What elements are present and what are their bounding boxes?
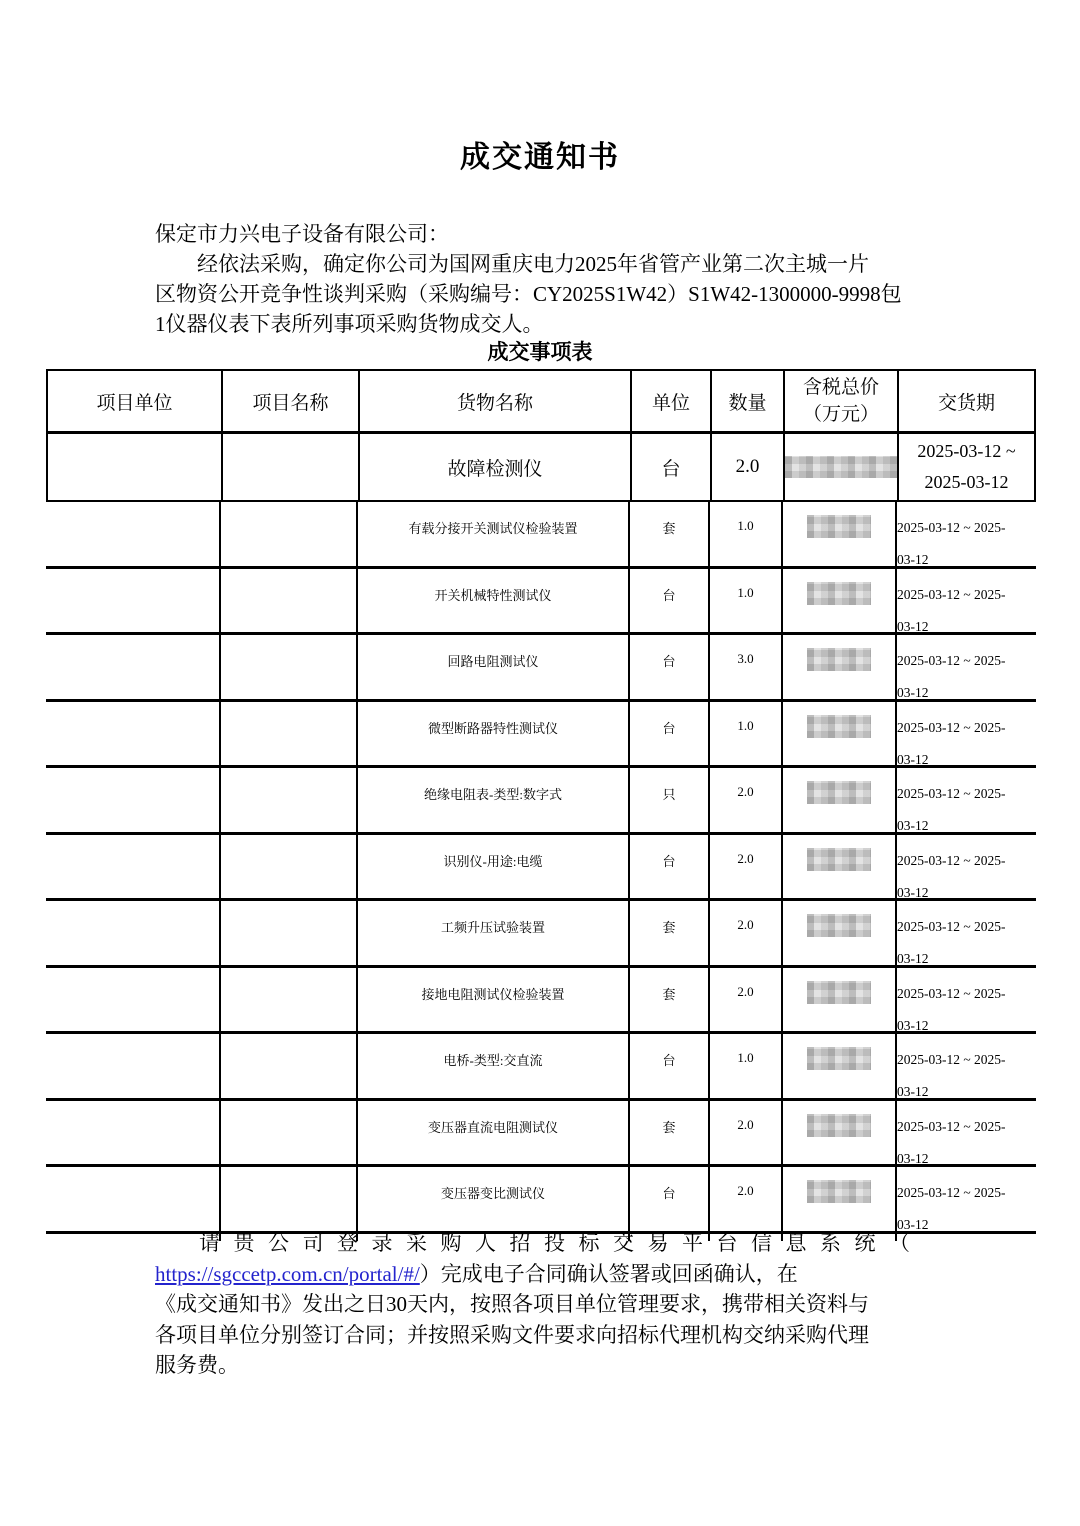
body-line: 经依法采购，确定你公司为国网重庆电力2025年省管产业第二次主城一片: [197, 252, 869, 276]
footer-line: 《成交通知书》发出之日30天内，按照各项目单位管理要求，携带相关资料与: [155, 1292, 869, 1316]
cell-project-name: [219, 569, 356, 643]
cell-unit: 台: [628, 1167, 708, 1241]
delivery-line: 03-12: [897, 818, 929, 833]
cell-unit: 台: [628, 835, 708, 909]
cell-qty: 3.0: [708, 635, 781, 709]
cell-goods-name: 回路电阻测试仪: [356, 635, 628, 709]
redacted-price-block: [807, 981, 871, 1004]
delivery-line: 03-12: [897, 1150, 929, 1166]
redacted-price-block: [807, 648, 871, 671]
footer-line: 服务费。: [155, 1353, 239, 1377]
cell-unit: 台: [628, 569, 708, 643]
redacted-price-block: [807, 848, 871, 871]
cell-qty: 2.0: [710, 434, 783, 500]
cell-goods-name: 微型断路器特性测试仪: [356, 702, 628, 776]
cell-price: [781, 768, 895, 842]
table-row: [46, 1034, 1036, 1101]
delivery-line: 2025-03-12 ~ 2025-: [897, 520, 1006, 535]
cell-project-org: [46, 968, 219, 1042]
cell-project-org: [48, 434, 221, 500]
header-unit: 单位: [630, 371, 710, 431]
table-row: [46, 635, 1036, 702]
cell-goods-name: 故障检测仪: [358, 434, 630, 500]
delivery-line: 03-12: [897, 1017, 929, 1033]
cell-price: [783, 434, 897, 500]
cell-goods-name: 识别仪-用途:电缆: [356, 835, 628, 909]
cell-project-name: [219, 768, 356, 842]
cell-price: [781, 502, 895, 576]
delivery-line: 2025-03-12 ~ 2025-: [897, 586, 1006, 602]
cell-unit: 台: [628, 635, 708, 709]
redacted-price-block: [807, 715, 871, 738]
header-goods-name: 货物名称: [358, 371, 630, 431]
redacted-price-block: [807, 1180, 871, 1203]
cell-unit: 只: [628, 768, 708, 842]
delivery-line: 03-12: [897, 751, 929, 767]
intro-paragraph: [155, 219, 940, 339]
cell-delivery: [895, 702, 1036, 776]
footer-line: [155, 1259, 945, 1290]
delivery-line: 2025-03-12 ~ 2025-: [897, 985, 1006, 1001]
footer-line-after-link: ）完成电子合同确认签署或回函确认，在: [419, 1261, 798, 1286]
cell-qty: 2.0: [708, 768, 781, 842]
redacted-price-block: [785, 456, 897, 478]
delivery-line: 03-12: [897, 685, 929, 700]
cell-qty: 1.0: [708, 502, 781, 576]
cell-price: [781, 1034, 895, 1108]
cell-delivery: [895, 835, 1036, 909]
cell-project-org: [46, 1034, 219, 1108]
cell-unit: 套: [628, 502, 708, 576]
cell-delivery: [895, 635, 1036, 709]
delivery-line: 03-12: [897, 884, 929, 900]
header-price-line1: 含税总价: [802, 377, 879, 398]
footer-line: 请贵公司登录采购人招投标交易平台信息系统（: [199, 1231, 924, 1255]
cell-unit: 台: [630, 434, 710, 500]
cell-price: [781, 968, 895, 1042]
table-title: 成交事项表: [487, 340, 593, 364]
header-price: [783, 371, 897, 431]
cell-goods-name: 开关机械特性测试仪: [356, 569, 628, 643]
deal-items-table: [46, 369, 1036, 1234]
cell-qty: 2.0: [708, 1167, 781, 1241]
cell-goods-name: 有载分接开关测试仪检验装置: [356, 502, 628, 576]
delivery-line: 2025-03-12: [924, 472, 1009, 492]
table-row: [46, 502, 1036, 569]
redacted-price-block: [807, 914, 871, 937]
recipient-line: 保定市力兴电子设备有限公司：: [155, 222, 449, 246]
table-row: [46, 1101, 1036, 1168]
table-head-block: [46, 369, 1036, 502]
cell-delivery: [895, 1101, 1036, 1175]
table-row: [46, 569, 1036, 636]
redacted-price-block: [807, 1047, 871, 1070]
header-price-line2: （万元）: [802, 404, 879, 425]
cell-delivery: [895, 1034, 1036, 1108]
cell-project-name: [219, 502, 356, 576]
cell-project-org: [46, 835, 219, 909]
cell-goods-name: 绝缘电阻表-类型:数字式: [356, 768, 628, 842]
delivery-line: 03-12: [897, 1217, 929, 1232]
cell-unit: 套: [628, 1101, 708, 1175]
delivery-line: 03-12: [897, 552, 929, 567]
cell-qty: 1.0: [708, 1034, 781, 1108]
table-row: [46, 702, 1036, 769]
portal-link[interactable]: https://sgccetp.com.cn/portal/#/: [155, 1261, 420, 1286]
cell-qty: 2.0: [708, 901, 781, 975]
cell-project-org: [46, 1101, 219, 1175]
delivery-line: 2025-03-12 ~: [917, 441, 1016, 461]
table-header-row: [48, 371, 1034, 434]
cell-qty: 1.0: [708, 569, 781, 643]
table-row: [46, 968, 1036, 1035]
cell-project-org: [46, 901, 219, 975]
header-project-org: 项目单位: [96, 392, 173, 414]
delivery-line: 2025-03-12 ~ 2025-: [897, 653, 1006, 668]
cell-price: [781, 835, 895, 909]
delivery-line: 03-12: [897, 951, 929, 966]
footer-line: 各项目单位分别签订合同；并按照采购文件要求向招标代理机构交纳采购代理: [155, 1322, 869, 1347]
cell-price: [781, 635, 895, 709]
redacted-price-block: [807, 781, 871, 804]
delivery-line: 03-12: [897, 618, 929, 634]
cell-project-name: [219, 901, 356, 975]
body-line: 区物资公开竞争性谈判采购（采购编号：CY2025S1W42）S1W42-1300000-9998包: [155, 282, 902, 306]
cell-project-org: [46, 502, 219, 576]
body-line: 1仪器仪表下表所列事项采购货物成交人。: [155, 312, 544, 336]
cell-project-org: [46, 702, 219, 776]
cell-price: [781, 569, 895, 643]
delivery-line: 2025-03-12 ~ 2025-: [897, 1185, 1006, 1200]
delivery-line: 2025-03-12 ~ 2025-: [897, 786, 1006, 801]
cell-project-name: [219, 968, 356, 1042]
redacted-price-block: [807, 515, 871, 538]
delivery-line: 2025-03-12 ~ 2025-: [897, 1118, 1006, 1134]
redacted-price-block: [807, 1114, 871, 1137]
cell-delivery: [895, 569, 1036, 643]
cell-project-name: [221, 434, 358, 500]
cell-price: [781, 901, 895, 975]
delivery-line: 2025-03-12 ~ 2025-: [897, 919, 1006, 934]
cell-delivery: [895, 901, 1036, 975]
cell-delivery: [897, 434, 1034, 500]
cell-project-org: [46, 569, 219, 643]
cell-project-name: [219, 635, 356, 709]
cell-project-org: [46, 635, 219, 709]
cell-goods-name: 变压器直流电阻测试仪: [356, 1101, 628, 1175]
cell-goods-name: 变压器变比测试仪: [356, 1167, 628, 1241]
cell-unit: 台: [628, 1034, 708, 1108]
delivery-line: 03-12: [897, 1084, 929, 1099]
cell-project-name: [219, 1101, 356, 1175]
cell-qty: 2.0: [708, 1101, 781, 1175]
cell-delivery: [895, 768, 1036, 842]
cell-unit: 套: [628, 901, 708, 975]
cell-project-name: [219, 702, 356, 776]
cell-qty: 2.0: [708, 968, 781, 1042]
redacted-price-block: [807, 582, 871, 605]
table-row: [46, 835, 1036, 902]
cell-unit: 台: [628, 702, 708, 776]
cell-project-org: [46, 768, 219, 842]
cell-price: [781, 1101, 895, 1175]
delivery-line: 2025-03-12 ~ 2025-: [897, 719, 1006, 735]
header-qty: 数量: [710, 371, 783, 431]
table-row: [48, 434, 1034, 500]
document-title: 成交通知书: [460, 141, 620, 174]
cell-project-name: [219, 1034, 356, 1108]
table-row: [46, 768, 1036, 835]
cell-goods-name: 接地电阻测试仪检验装置: [356, 968, 628, 1042]
header-delivery: 交货期: [897, 371, 1034, 431]
cell-goods-name: 工频升压试验装置: [356, 901, 628, 975]
cell-price: [781, 702, 895, 776]
footer-paragraph: [155, 1228, 945, 1381]
table-row: [46, 1167, 1036, 1234]
table-row: [46, 901, 1036, 968]
cell-delivery: [895, 968, 1036, 1042]
delivery-line: 2025-03-12 ~ 2025-: [897, 852, 1006, 868]
delivery-line: 2025-03-12 ~ 2025-: [897, 1052, 1006, 1067]
header-project-name: 项目名称: [221, 371, 358, 431]
cell-unit: 套: [628, 968, 708, 1042]
cell-qty: 1.0: [708, 702, 781, 776]
cell-project-name: [219, 835, 356, 909]
cell-qty: 2.0: [708, 835, 781, 909]
cell-delivery: [895, 502, 1036, 576]
cell-goods-name: 电桥-类型:交直流: [356, 1034, 628, 1108]
